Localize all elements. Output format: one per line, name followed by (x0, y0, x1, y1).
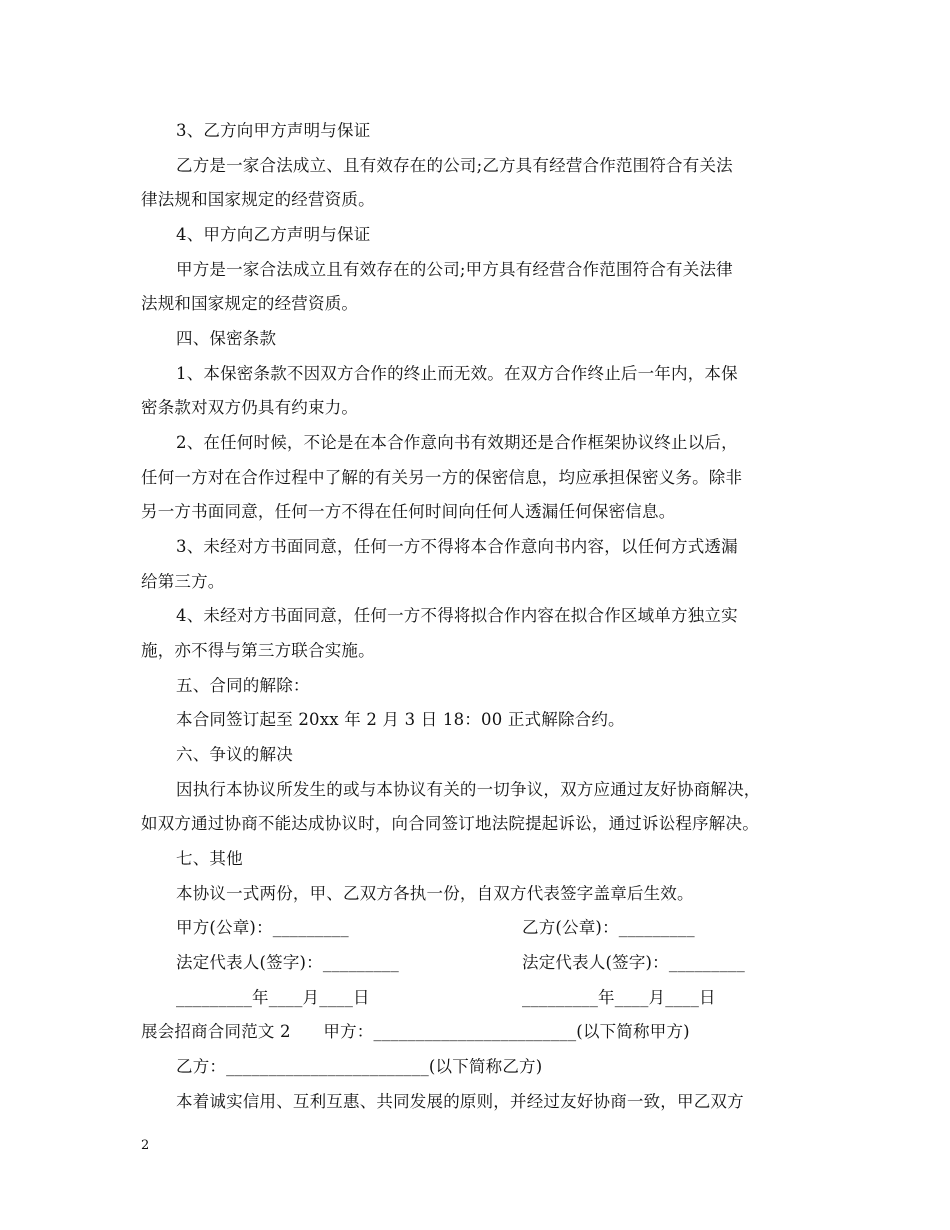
paragraph-line: 3、未经对方书面同意，任何一方不得将本合作意向书内容，以任何方式透漏 (176, 537, 738, 556)
section-heading: 3、乙方向甲方声明与保证 (176, 121, 371, 140)
paragraph-line: 给第三方。 (141, 572, 225, 591)
section-heading: 六、争议的解决 (176, 745, 293, 764)
party-b-date-field: _________年____月____日 (522, 988, 716, 1007)
paragraph-line: 乙方是一家合法成立、且有效存在的公司;乙方具有经营合作范围符合有关法 (176, 156, 733, 175)
paragraph-line: 2、在任何时候，不论是在本合作意向书有效期还是合作框架协议终止以后， (176, 433, 738, 452)
paragraph-line: 本着诚实信用、互利互惠、共同发展的原则，并经过友好协商一致，甲乙双方 (176, 1092, 744, 1111)
page-number: 2 (141, 1138, 150, 1153)
section-heading: 4、甲方向乙方声明与保证 (176, 225, 371, 244)
paragraph-line: 本协议一式两份，甲、乙双方各执一份，自双方代表签字盖章后生效。 (176, 884, 694, 903)
paragraph-line: 如双方通过协商不能达成协议时，向合同签订地法院提起诉讼，通过诉讼程序解决。 (141, 814, 759, 833)
paragraph-line: 甲方是一家合法成立且有效存在的公司;甲方具有经营合作范围符合有关法律 (176, 260, 733, 279)
section-heading: 七、其他 (176, 849, 243, 868)
party-a-date-field: _________年____月____日 (176, 988, 370, 1007)
party-b-rep-field: 法定代表人(签字)：_________ (522, 953, 745, 972)
paragraph-line: 另一方书面同意，任何一方不得在任何时间向任何人透漏任何保密信息。 (141, 502, 676, 521)
section-heading: 四、保密条款 (176, 329, 277, 348)
party-b-line: 乙方：________________________(以下简称乙方) (176, 1057, 543, 1076)
paragraph-line: 因执行本协议所发生的或与本协议有关的一切争议，双方应通过友好协商解决， (176, 780, 761, 799)
paragraph-line: 法规和国家规定的经营资质。 (141, 294, 359, 313)
paragraph-line: 律法规和国家规定的经营资质。 (141, 190, 375, 209)
paragraph-line: 1、本保密条款不因双方合作的终止而无效。在双方合作终止后一年内，本保 (176, 364, 738, 383)
next-contract-title-line: 展会招商合同范文 2 甲方：________________________(以下简称甲方) (141, 1022, 690, 1041)
paragraph-line: 4、未经对方书面同意，任何一方不得将拟合作内容在拟合作区域单方独立实 (176, 606, 738, 625)
paragraph-line: 本合同签订起至 20xx 年 2 月 3 日 18：00 正式解除合约。 (176, 710, 625, 729)
party-a-rep-field: 法定代表人(签字)：_________ (176, 953, 399, 972)
section-heading: 五、合同的解除： (176, 676, 310, 695)
party-b-seal-field: 乙方(公章)：_________ (522, 918, 695, 937)
paragraph-line: 任何一方对在合作过程中了解的有关另一方的保密信息，均应承担保密义务。除非 (141, 468, 743, 487)
party-a-seal-field: 甲方(公章)：_________ (176, 918, 349, 937)
paragraph-line: 密条款对双方仍具有约束力。 (141, 398, 359, 417)
paragraph-line: 施，亦不得与第三方联合实施。 (141, 641, 375, 660)
